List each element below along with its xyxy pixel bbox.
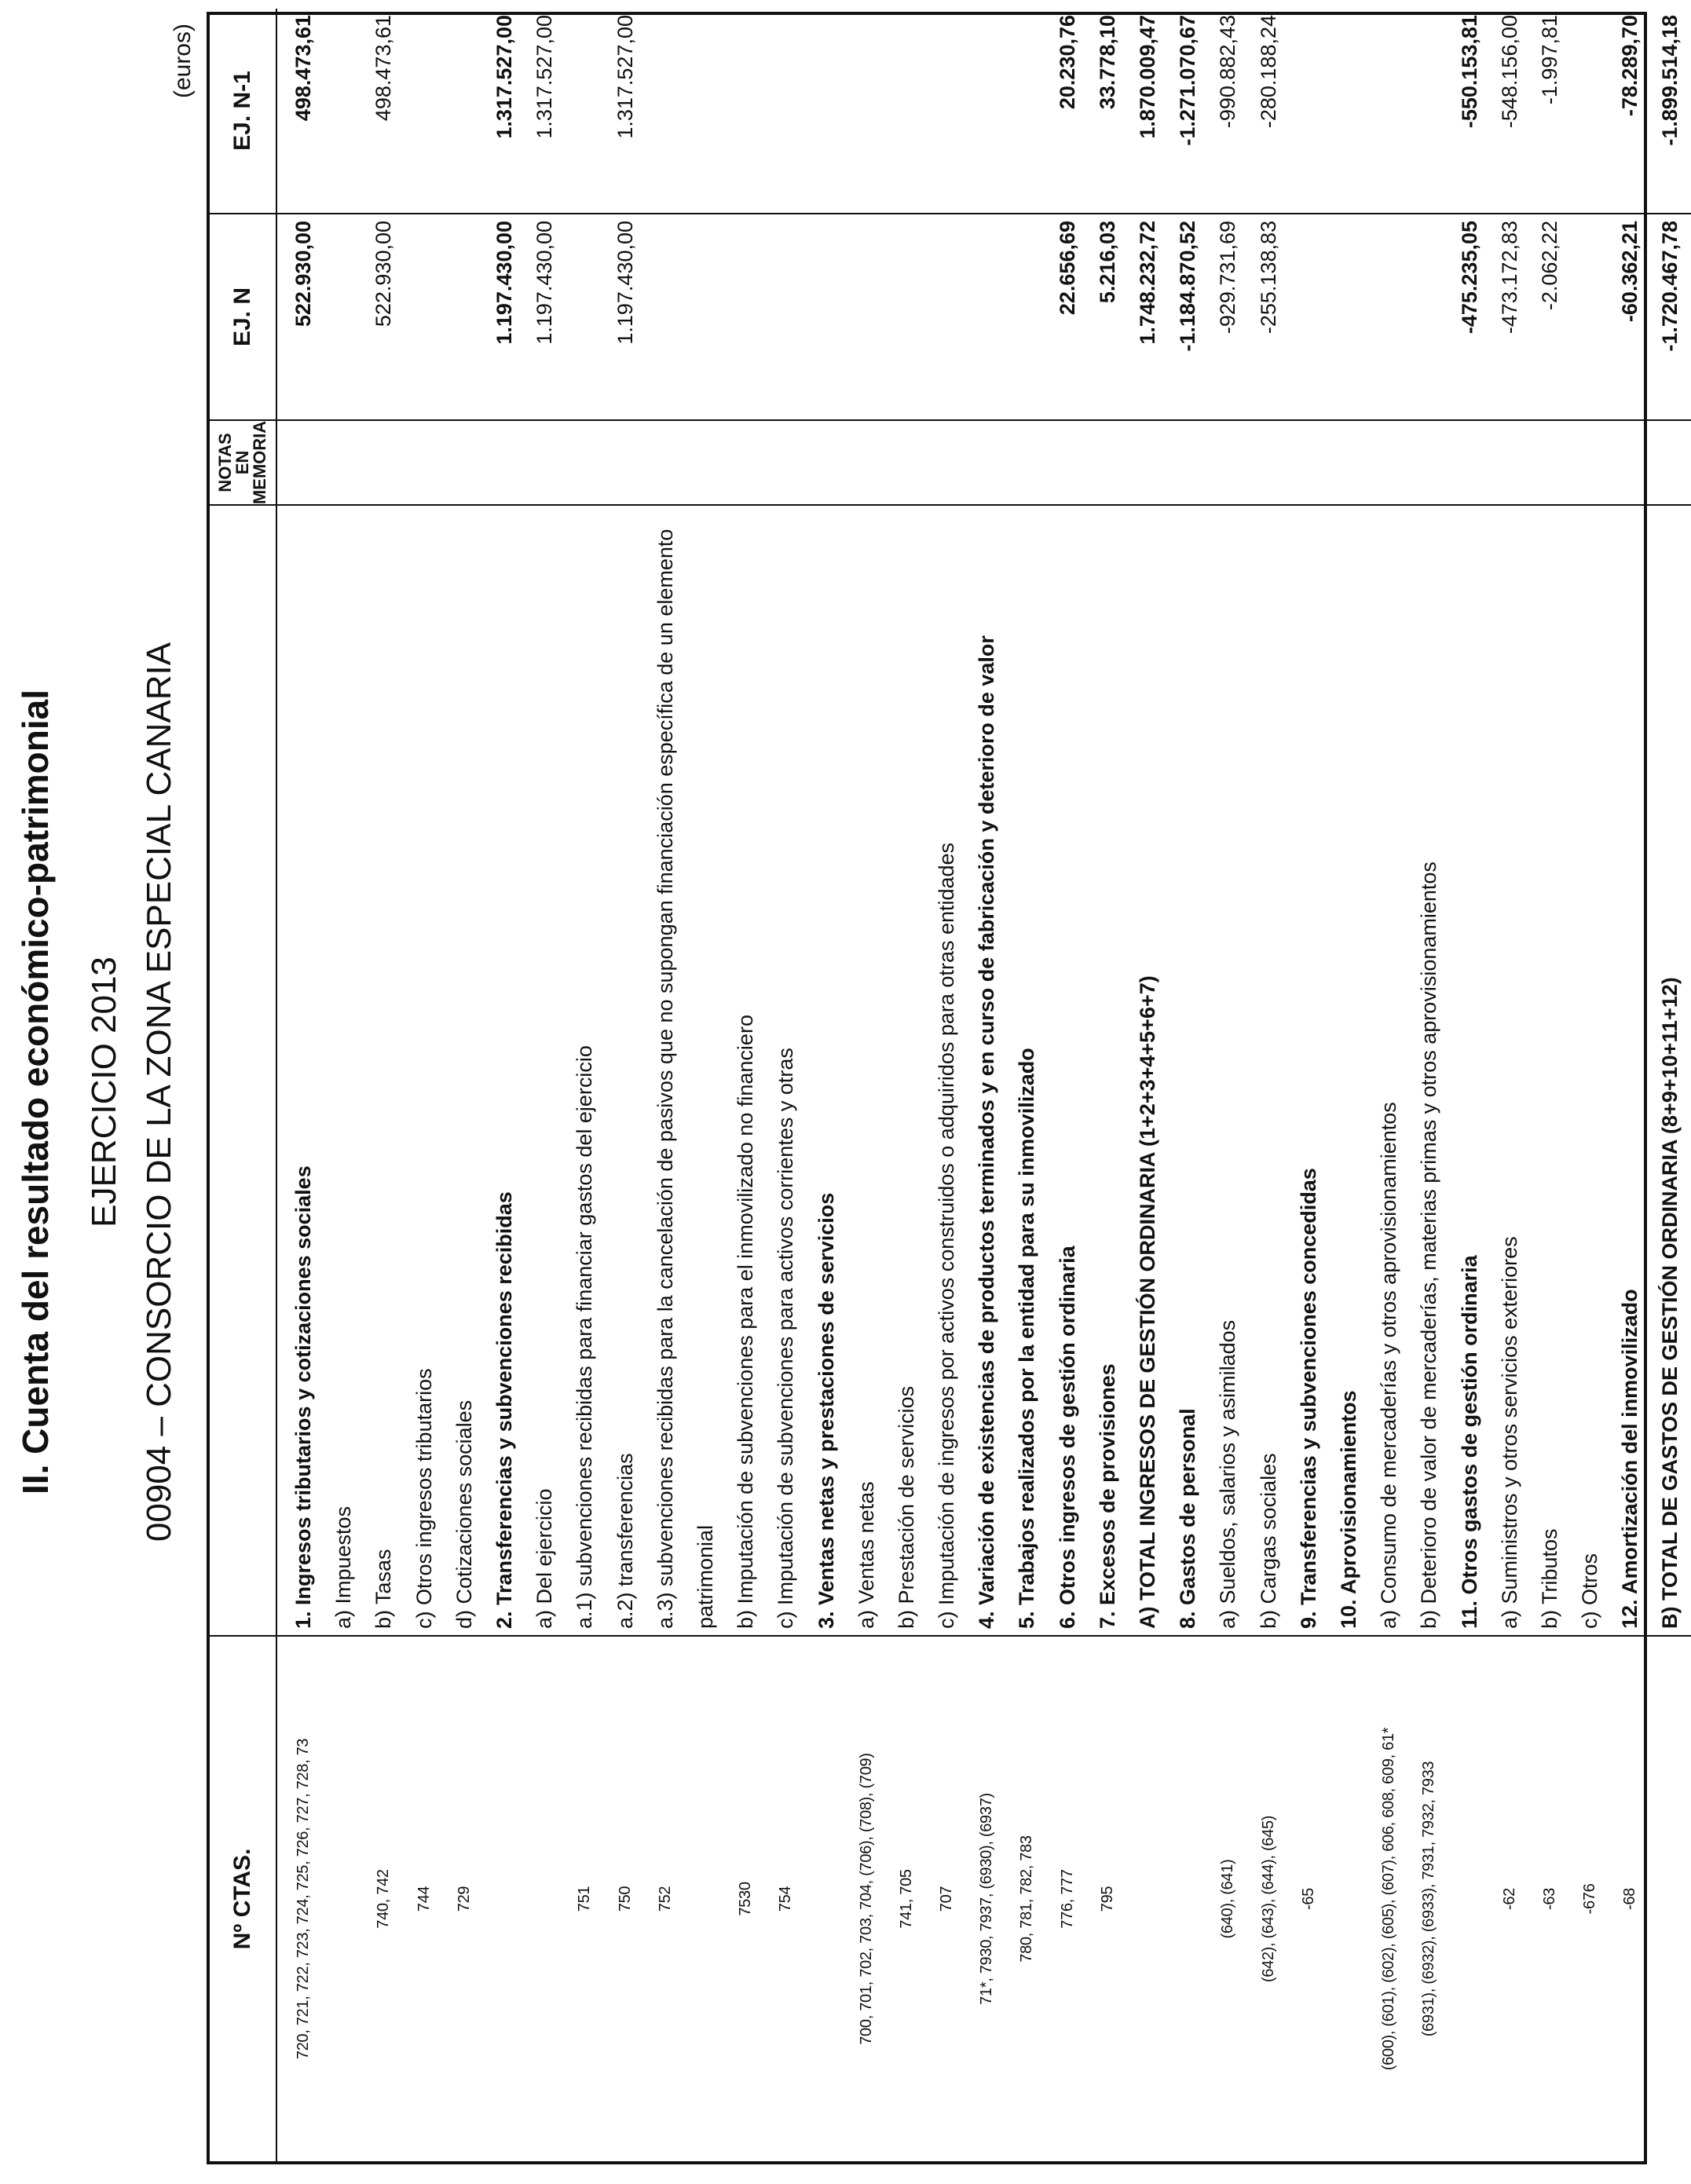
row-notas — [565, 421, 605, 504]
row-value-ej-n1: -1.997,81 — [1537, 15, 1561, 105]
row-value-ej-n1: -280.188,24 — [1256, 15, 1280, 129]
row-value-ej-n: 1.197.430,00 — [613, 221, 637, 345]
row-value-ej-n1 — [404, 9, 445, 213]
row-value-ej-n — [1329, 214, 1369, 419]
row-value-ej-n: -2.062,22 — [1537, 221, 1561, 311]
row-value-ej-n: -60.362,21 — [1618, 221, 1642, 323]
row-concept: c) Otros — [1578, 1553, 1602, 1629]
row-ctas: 776, 777 — [1058, 1869, 1076, 1929]
header-notas-line2: MEMORIA — [250, 420, 269, 505]
row-concept: a) Ventas netas — [854, 1481, 878, 1629]
row-ctas: 754 — [777, 1886, 795, 1912]
row-value-ej-n1: -1.271.070,67 — [1176, 15, 1200, 146]
row-concept: 2. Transferencias y subvenciones recibidas — [492, 1191, 517, 1629]
row-value-ej-n1 — [1289, 9, 1329, 213]
row-concept: b) Prestación de servicios — [894, 1385, 918, 1629]
row-ctas: 780, 781, 782, 783 — [1018, 1835, 1036, 1963]
row-notas — [445, 421, 485, 504]
row-ctas: 740, 742 — [375, 1869, 393, 1929]
concept-column — [277, 504, 1691, 1635]
row-value-ej-n: -473.172,83 — [1497, 221, 1521, 335]
row-value-ej-n1 — [1409, 9, 1449, 213]
row-notas — [1570, 421, 1610, 504]
row-value-ej-n1: 1.317.527,00 — [533, 15, 557, 139]
row-ctas: -676 — [1581, 1883, 1599, 1915]
row-concept: 4. Variación de existencias de productos terminados y en curso de fabricación y deterioro de valor — [975, 635, 999, 1629]
row-concept: 11. Otros gastos de gestión ordinaria — [1457, 1255, 1481, 1629]
row-value-ej-n: 1.197.430,00 — [533, 221, 557, 345]
row-value-ej-n — [1570, 214, 1610, 419]
row-value-ej-n — [404, 214, 445, 419]
entity-name: 00904 – CONSORCIO DE LA ZONA ESPECIAL CANARIA — [140, 642, 178, 1542]
row-ctas — [1329, 1637, 1369, 2161]
row-ctas — [686, 1637, 726, 2161]
row-notas — [1610, 421, 1650, 504]
row-notas — [606, 421, 646, 504]
row-ctas — [1449, 1637, 1489, 2161]
header-notas — [210, 419, 277, 504]
row-ctas: (640), (641) — [1219, 1859, 1237, 1939]
notas-column — [277, 419, 1691, 504]
row-ctas — [525, 1637, 565, 2161]
row-notas — [1048, 421, 1088, 504]
row-ctas: 707 — [938, 1886, 956, 1912]
row-concept: 6. Otros ingresos de gestión ordinaria — [1055, 1246, 1079, 1629]
row-concept: patrimonial — [693, 1524, 717, 1629]
row-notas — [927, 421, 967, 504]
row-notas — [1168, 421, 1208, 504]
row-value-ej-n1: 33.778,10 — [1095, 15, 1119, 110]
row-value-ej-n1 — [887, 9, 927, 213]
ej-n-column — [277, 213, 1691, 419]
row-value-ej-n1 — [766, 9, 806, 213]
row-concept: d) Cotizaciones sociales — [452, 1399, 476, 1629]
row-ctas — [485, 1637, 525, 2161]
row-notas — [1329, 421, 1369, 504]
row-notas — [1249, 421, 1289, 504]
row-ctas: 751 — [576, 1886, 594, 1912]
row-notas — [1088, 421, 1128, 504]
row-concept: c) Imputación de subvenciones para activos corrientes y otras — [774, 1048, 798, 1629]
row-concept: b) Deterioro de valor de mercaderías, materias primas y otros aprovisionamientos — [1417, 862, 1441, 1629]
header-ej-n1: EJ. N-1 — [210, 9, 277, 213]
row-value-ej-n — [766, 214, 806, 419]
row-notas — [1650, 421, 1690, 504]
row-value-ej-n1 — [445, 9, 485, 213]
ctas-column — [277, 1635, 1691, 2161]
row-value-ej-n: -255.138,83 — [1256, 221, 1280, 335]
row-notas — [806, 421, 846, 504]
row-concept: 5. Trabajos realizados por la entidad para su inmovilizado — [1015, 1048, 1039, 1629]
row-ctas: 7530 — [737, 1882, 755, 1916]
row-concept: b) Cargas sociales — [1256, 1453, 1280, 1629]
row-ctas: 741, 705 — [897, 1869, 915, 1929]
row-value-ej-n — [967, 214, 1007, 419]
row-ctas: 71*, 7930, 7937, (6930), (6937) — [978, 1793, 996, 2005]
row-value-ej-n — [887, 214, 927, 419]
row-value-ej-n1: 498.473,61 — [372, 15, 396, 122]
row-value-ej-n1: 1.870.009,47 — [1136, 15, 1160, 139]
row-notas — [1490, 421, 1530, 504]
row-concept: c) Imputación de ingresos por activos construidos o adquiridos para otras entidades — [935, 842, 959, 1629]
row-value-ej-n — [686, 214, 726, 419]
row-concept: 3. Ventas netas y prestaciones de servicios — [814, 1192, 838, 1629]
row-ctas: -62 — [1500, 1888, 1518, 1911]
row-ctas: 744 — [415, 1886, 433, 1912]
row-value-ej-n: -1.184.870,52 — [1176, 221, 1200, 352]
row-value-ej-n: 522.930,00 — [291, 221, 316, 327]
row-value-ej-n1 — [847, 9, 887, 213]
row-value-ej-n: 22.656,69 — [1055, 221, 1079, 316]
row-value-ej-n1: -1.899.514,18 — [1658, 15, 1682, 146]
exercise-year: EJERCICIO 2013 — [85, 957, 123, 1227]
row-value-ej-n: -475.235,05 — [1457, 221, 1481, 335]
row-concept: 8. Gastos de personal — [1176, 1408, 1200, 1629]
row-ctas — [1650, 1637, 1690, 2161]
row-notas — [1369, 421, 1409, 504]
row-value-ej-n: 5.216,03 — [1095, 221, 1119, 304]
row-notas — [1449, 421, 1489, 504]
row-value-ej-n1 — [1570, 9, 1610, 213]
row-concept: a) Suministros y otros servicios exteriores — [1497, 1236, 1521, 1629]
row-notas — [686, 421, 726, 504]
row-value-ej-n: 1.197.430,00 — [492, 221, 517, 345]
row-value-ej-n1: -78.289,70 — [1618, 15, 1642, 117]
row-value-ej-n — [806, 214, 846, 419]
units-label: (euros) — [170, 24, 196, 99]
row-ctas: 729 — [455, 1886, 473, 1912]
results-table — [207, 12, 1682, 2164]
row-value-ej-n — [646, 214, 686, 419]
row-notas — [485, 421, 525, 504]
row-concept: b) Imputación de subvenciones para el inmovilizado no financiero — [734, 1015, 758, 1629]
row-concept: b) Tasas — [372, 1549, 396, 1629]
ej-n1-column — [277, 9, 1691, 213]
row-value-ej-n — [1369, 214, 1409, 419]
row-concept: a.2) transferencias — [613, 1453, 637, 1629]
row-ctas: -68 — [1621, 1888, 1639, 1911]
header-notas-line1: NOTAS EN — [215, 433, 252, 492]
row-notas — [525, 421, 565, 504]
row-notas — [404, 421, 445, 504]
row-ctas: (600), (601), (602), (605), (607), 606, 608, 609, 61* — [1380, 1727, 1398, 2071]
header-ctas: Nº CTAS. — [210, 1635, 277, 2161]
row-value-ej-n1 — [927, 9, 967, 213]
row-ctas: 720, 721, 722, 723, 724, 725, 726, 727, 728, 73 — [295, 1738, 313, 2060]
row-value-ej-n1 — [726, 9, 766, 213]
row-concept: a) Sueldos, salarios y asimilados — [1216, 1319, 1240, 1629]
row-value-ej-n1 — [565, 9, 605, 213]
row-value-ej-n — [726, 214, 766, 419]
row-value-ej-n — [565, 214, 605, 419]
row-concept: b) Tributos — [1537, 1528, 1561, 1629]
row-value-ej-n1: -550.153,81 — [1457, 15, 1481, 129]
row-concept: a) Impuestos — [331, 1505, 356, 1629]
row-notas — [1208, 421, 1248, 504]
row-concept: 9. Transferencias y subvenciones concedidas — [1296, 1168, 1320, 1629]
row-value-ej-n1: -548.156,00 — [1497, 15, 1521, 129]
row-ctas: 700, 701, 702, 703, 704, (706), (708), (709) — [857, 1753, 875, 2045]
row-concept: c) Otros ingresos tributarios — [412, 1368, 436, 1629]
row-value-ej-n1: -990.882,43 — [1216, 15, 1240, 129]
row-value-ej-n — [324, 214, 364, 419]
row-value-ej-n1: 1.317.527,00 — [613, 15, 637, 139]
row-ctas: 750 — [616, 1886, 634, 1912]
row-ctas — [1128, 1637, 1168, 2161]
row-value-ej-n1: 498.473,61 — [291, 15, 316, 122]
row-ctas: (6931), (6932), (6933), 7931, 7932, 7933 — [1420, 1761, 1438, 2037]
row-notas — [967, 421, 1007, 504]
row-value-ej-n1: 1.317.527,00 — [492, 15, 517, 139]
row-notas — [646, 421, 686, 504]
row-notas — [726, 421, 766, 504]
row-value-ej-n: 1.748.232,72 — [1136, 221, 1160, 345]
row-value-ej-n — [445, 214, 485, 419]
row-value-ej-n1 — [1007, 9, 1047, 213]
row-notas — [847, 421, 887, 504]
row-value-ej-n — [1409, 214, 1449, 419]
row-concept: 7. Excesos de provisiones — [1095, 1363, 1119, 1629]
row-notas — [364, 421, 404, 504]
row-notas — [1530, 421, 1570, 504]
row-value-ej-n: -929.731,69 — [1216, 221, 1240, 335]
row-value-ej-n1: 20.230,76 — [1055, 15, 1079, 110]
row-ctas — [324, 1637, 364, 2161]
row-value-ej-n1 — [324, 9, 364, 213]
row-concept: a.1) subvenciones recibidas para financiar gastos del ejercicio — [573, 1045, 597, 1629]
row-value-ej-n1 — [1329, 9, 1369, 213]
row-notas — [284, 421, 324, 504]
row-value-ej-n1 — [1369, 9, 1409, 213]
row-notas — [324, 421, 364, 504]
row-notas — [887, 421, 927, 504]
row-notas — [1128, 421, 1168, 504]
row-ctas: (642), (643), (644), (645) — [1259, 1815, 1277, 1983]
row-ctas: -63 — [1540, 1888, 1558, 1911]
row-concept: 12. Amortización del inmovilizado — [1618, 1289, 1642, 1629]
row-ctas — [1168, 1637, 1208, 2161]
row-concept: a) Consumo de mercaderías y otros aprovisionamientos — [1377, 1102, 1401, 1629]
row-notas — [1409, 421, 1449, 504]
row-notas — [1289, 421, 1329, 504]
row-ctas — [806, 1637, 846, 2161]
row-concept: 1. Ingresos tributarios y cotizaciones sociales — [291, 1165, 316, 1629]
row-ctas: -65 — [1299, 1888, 1317, 1911]
row-concept: a.3) subvenciones recibidas para la cancelación de pasivos que no supongan financiación específica de un elemento — [653, 529, 677, 1629]
row-value-ej-n — [927, 214, 967, 419]
row-value-ej-n — [1289, 214, 1329, 419]
row-notas — [766, 421, 806, 504]
row-value-ej-n1 — [686, 9, 726, 213]
row-ctas: 795 — [1098, 1886, 1116, 1912]
row-ctas: 752 — [656, 1886, 674, 1912]
row-value-ej-n: 522.930,00 — [372, 221, 396, 327]
row-concept: A) TOTAL INGRESOS DE GESTIÓN ORDINARIA (1+2+3+4+5+6+7) — [1136, 975, 1160, 1629]
row-concept: 10. Aprovisionamientos — [1336, 1390, 1360, 1629]
header-ej-n: EJ. N — [210, 213, 277, 419]
row-value-ej-n1 — [646, 9, 686, 213]
row-value-ej-n1 — [806, 9, 846, 213]
row-value-ej-n: -1.720.467,78 — [1658, 221, 1682, 352]
row-value-ej-n — [847, 214, 887, 419]
row-value-ej-n1 — [967, 9, 1007, 213]
row-notas — [1007, 421, 1047, 504]
row-concept: a) Del ejercicio — [533, 1488, 557, 1629]
document-title: II. Cuenta del resultado económico-patrimonial — [15, 690, 56, 1494]
row-concept: B) TOTAL DE GASTOS DE GESTIÓN ORDINARIA (8+9+10+11+12) — [1658, 977, 1682, 1629]
header-concept — [210, 504, 277, 1635]
row-value-ej-n — [1007, 214, 1047, 419]
